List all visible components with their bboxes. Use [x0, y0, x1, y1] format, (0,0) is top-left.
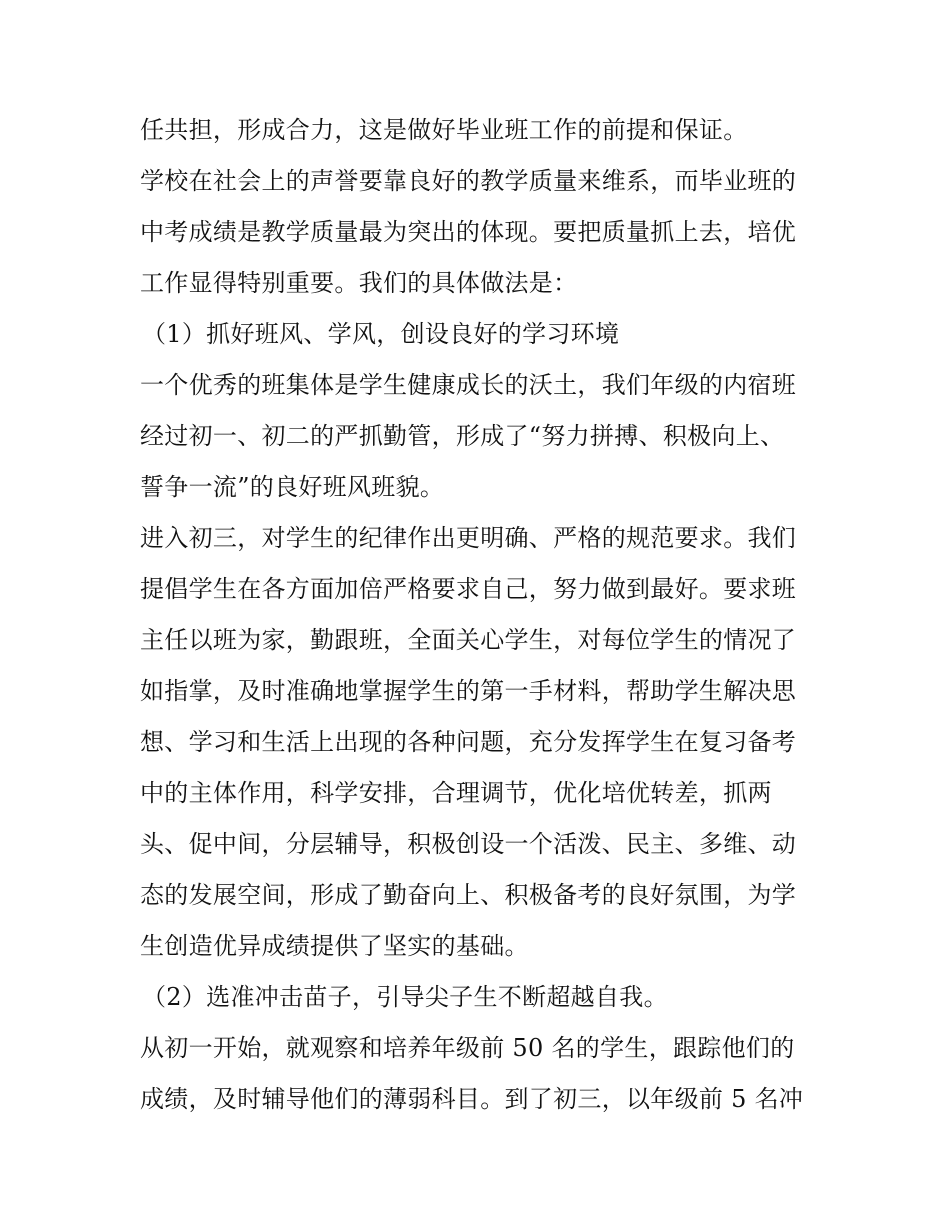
text-line: 如指掌，及时准确地掌握学生的第一手材料，帮助学生解决思: [140, 677, 797, 705]
text-line: 从初一开始，就观察和培养年级前 50 名的学生，跟踪他们的: [140, 1034, 795, 1062]
text-line: 任共担，形成合力，这是做好毕业班工作的前提和保证。: [140, 116, 748, 144]
section-heading: （2）选准冲击苗子，引导尖子生不断超越自我。: [142, 983, 668, 1011]
text-line: 工作显得特别重要。我们的具体做法是：: [140, 269, 578, 297]
text-line: 誓争一流”的良好班风班貌。: [140, 473, 445, 501]
text-line: 成绩，及时辅导他们的薄弱科目。到了初三，以年级前 5 名冲: [140, 1085, 804, 1113]
text-line: 经过初一、初二的严抓勤管，形成了“努力拼搏、积极向上、: [140, 422, 785, 450]
text-line: 中的主体作用，科学安排，合理调节，优化培优转差，抓两: [140, 779, 772, 807]
text-line: 主任以班为家，勤跟班，全面关心学生，对每位学生的情况了: [140, 626, 797, 654]
text-line: 中考成绩是教学质量最为突出的体现。要把质量抓上去，培优: [140, 218, 797, 246]
text-line: 进入初三，对学生的纪律作出更明确、严格的规范要求。我们: [140, 524, 797, 552]
text-line: 一个优秀的班集体是学生健康成长的沃土，我们年级的内宿班: [140, 371, 797, 399]
text-line: 提倡学生在各方面加倍严格要求自己，努力做到最好。要求班: [140, 575, 797, 603]
text-line: 想、学习和生活上出现的各种问题，充分发挥学生在复习备考: [140, 728, 797, 756]
text-line: 学校在社会上的声誉要靠良好的教学质量来维系，而毕业班的: [140, 167, 797, 195]
text-line: 头、促中间，分层辅导，积极创设一个活泼、民主、多维、动: [140, 830, 797, 858]
text-line: 态的发展空间，形成了勤奋向上、积极备考的良好氛围，为学: [140, 881, 797, 909]
text-line: 生创造优异成绩提供了坚实的基础。: [140, 932, 529, 960]
section-heading: （1）抓好班风、学风，创设良好的学习环境: [142, 320, 620, 348]
